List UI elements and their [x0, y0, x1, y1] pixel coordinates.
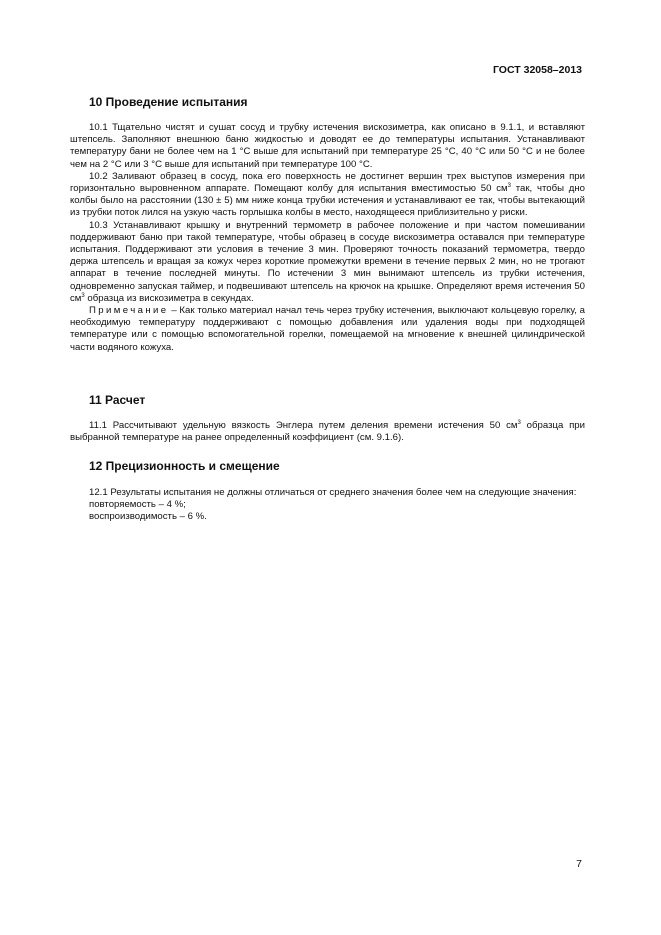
paragraph-10-1: 10.1 Тщательно чистят и сушат сосуд и трубку истечения вискозиметра, как описано в 9.1.1, и вставляют штепсель. Заполняют внешнюю баню жидкостью и доводят ее до температуры испытания. Устанавливают температуру бани не более чем на 1 °С выше для испытаний при температуре 25 °С, 40 °С или 50 °С и не более чем на 2 °С или 3 °С выше для испытаний при температуре 100 °С.	[70, 122, 585, 170]
paragraph-10-2: 10.2 Заливают образец в сосуд, пока его поверхность не достигнет вершин трех выступов измерения при горизонтально выровненном аппарате. Помещают колбу для испытания вместимостью 50 $см^3$ так, чтобы дно колбы было на расстоянии (130 ± 5) мм ниже конца трубки истечения и устанавливают ее так, чтобы вытекающий из трубки поток лился на узкую часть горлышка колбы в место, находящееся приблизительно у риски.	[70, 170, 585, 219]
list-item: воспроизводимость – 6 %.	[89, 511, 207, 523]
note-paragraph: Примечание – Как только материал начал течь через трубку истечения, выключают кольцевую горелку, а необходимую температуру поддерживают с помощью добавления или удаления воды при подходящей температуре или с помощью вспомогательной горелки, помещаемой на мгновение к внешней цилиндрической части водяного кожуха.	[70, 305, 585, 353]
section-12	[70, 459, 585, 524]
section-10	[70, 95, 585, 354]
section-11	[70, 393, 585, 444]
page-number: 7	[576, 858, 582, 870]
list-item: повторяемость – 4 %;	[89, 499, 186, 511]
section-heading: 11 Расчет	[89, 393, 146, 407]
standard-code: ГОСТ 32058–2013	[492, 64, 582, 76]
paragraph-11-1: 11.1 Рассчитывают удельную вязкость Энглера путем деления времени истечения 50 $см^3$ образца при выбранной температуре на ранее определенный коэффициент (см. 9.1.6).	[70, 420, 585, 444]
note-label: Примечание	[89, 305, 169, 317]
section-heading: 12 Прецизионность и смещение	[89, 459, 280, 473]
paragraph-12-1: 12.1 Результаты испытания не должны отличаться от среднего значения более чем на следующие значения:	[89, 487, 577, 498]
paragraph-10-3: 10.3 Устанавливают крышку и внутренний термометр в рабочее положение и при частом помешивании поддерживают баню при такой температуре, чтобы образец в сосуде вискозиметра оставался при температуре испытания. Поддерживают эти условия в течение 3 мин. Проверяют точность показаний термометра, твердо держа штепсель и вращая за кожух через короткие промежутки времени в течение первых 2 мин, но не трогают аппарат в течение последней минуты. По истечении 3 мин вынимают штепсель из трубки истечения, одновременно запуская таймер, и подвешивают штепсель на крючок на крышке. Определяют время истечения 50 $см^3$ образца из вискозиметра в секундах.	[70, 219, 585, 304]
section-heading: 10 Проведение испытания	[89, 95, 248, 109]
